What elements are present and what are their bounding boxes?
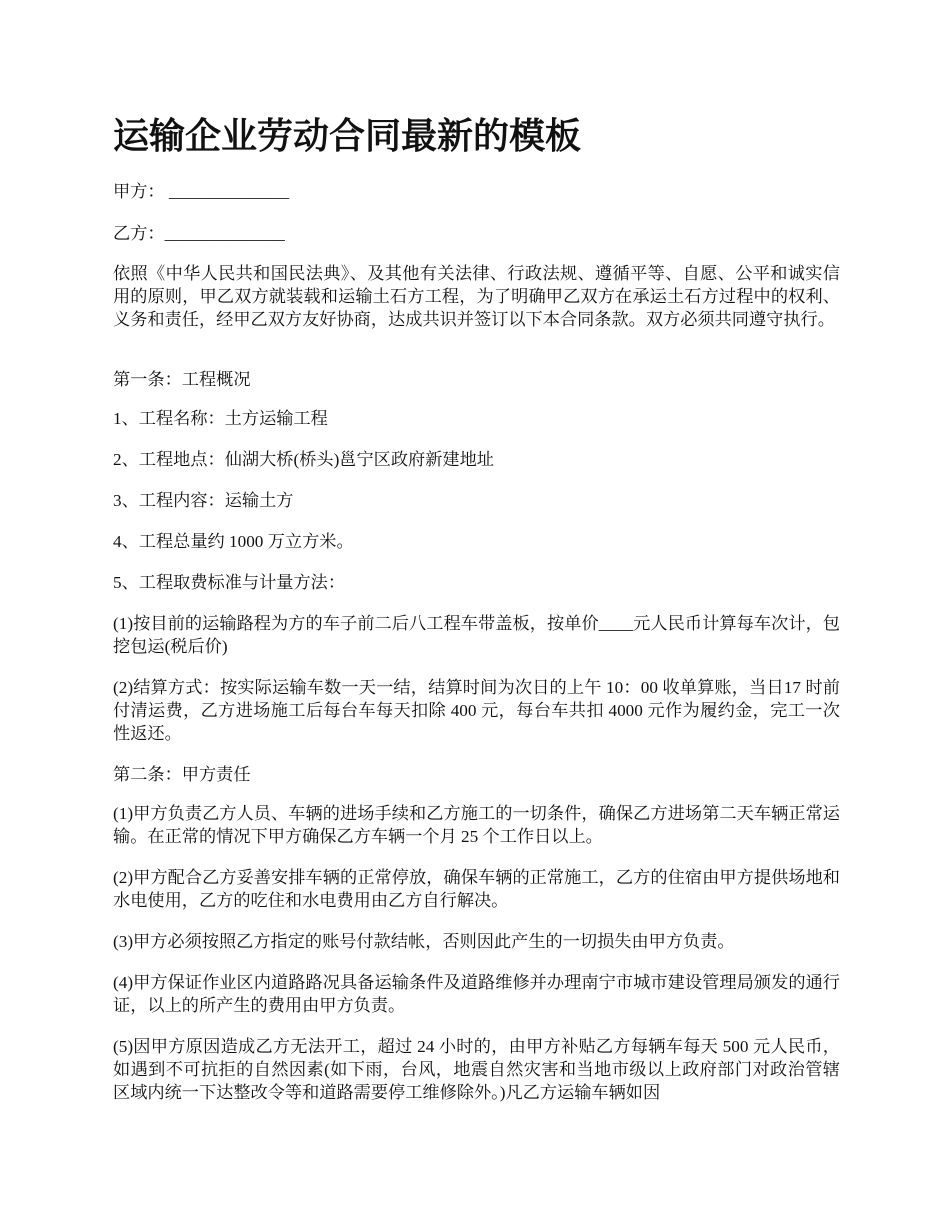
article-2-item-4: (4)甲方保证作业区内道路路况具备运输条件及道路维修并办理南宁市城市建设管理局颁发的通行证，以上的所产生的费用由甲方负责。 (113, 973, 840, 1015)
article-1-item-4: 4、工程总量约 1000 万立方米。 (113, 532, 354, 551)
document-title: 运输企业劳动合同最新的模板 (113, 116, 582, 156)
article-2-item-5: (5)因甲方原因造成乙方无法开工，超过 24 小时的，由甲方补贴乙方每辆车每天 500 元人民币，如遇到不可抗拒的自然因素(如下雨，台风，地震自然灾害和当地市级以上政府部门对政治管辖区域内统一下达整改令等和道路需要停工维修除外。)凡乙方运输车辆如因 (113, 1037, 840, 1102)
party-a-line: 甲方： ______________ (113, 182, 290, 201)
article-2-item-1: (1)甲方负责乙方人员、车辆的进场手续和乙方施工的一切条件，确保乙方进场第二天车辆正常运输。在正常的情况下甲方确保乙方车辆一个月 25 个工作日以上。 (113, 804, 840, 846)
article-1-item-2: 2、工程地点：仙湖大桥(桥头)邕宁区政府新建地址 (113, 450, 494, 469)
article-2-heading: 第二条：甲方责任 (113, 765, 251, 784)
party-b-line: 乙方：______________ (113, 224, 285, 243)
article-1-item-5: 5、工程取费标准与计量方法： (113, 573, 346, 592)
article-1-heading: 第一条：工程概况 (113, 370, 251, 389)
intro-paragraph: 依照《中华人民共和国民法典》、及其他有关法律、行政法规、遵循平等、自愿、公平和诚实信用的原则，甲乙双方就装载和运输土石方工程，为了明确甲乙双方在承运土石方过程中的权利、义务和责任，经甲乙双方友好协商，达成共识并签订以下本合同条款。双方必须共同遵守执行。 (113, 264, 840, 329)
article-1-item-1: 1、工程名称：土方运输工程 (113, 409, 328, 428)
article-1-item-3: 3、工程内容：运输土方 (113, 491, 294, 510)
article-2-item-2: (2)甲方配合乙方妥善安排车辆的正常停放，确保车辆的正常施工，乙方的住宿由甲方提供场地和水电使用，乙方的吃住和水电费用由乙方自行解决。 (113, 868, 840, 910)
article-1-item-5-sub-1: (1)按目前的运输路程为方的车子前二后八工程车带盖板，按单价____元人民币计算每车次计，包挖包运(税后价) (113, 614, 840, 656)
article-2-item-3: (3)甲方必须按照乙方指定的账号付款结帐，否则因此产生的一切损失由甲方负责。 (113, 932, 735, 951)
article-1-item-5-sub-2: (2)结算方式：按实际运输车数一天一结，结算时间为次日的上午 10：00 收单算账，当日17 时前付清运费，乙方进场施工后每台车每天扣除 400 元，每台车共扣 4000 元作为履约金，完工一次性返还。 (113, 678, 840, 743)
